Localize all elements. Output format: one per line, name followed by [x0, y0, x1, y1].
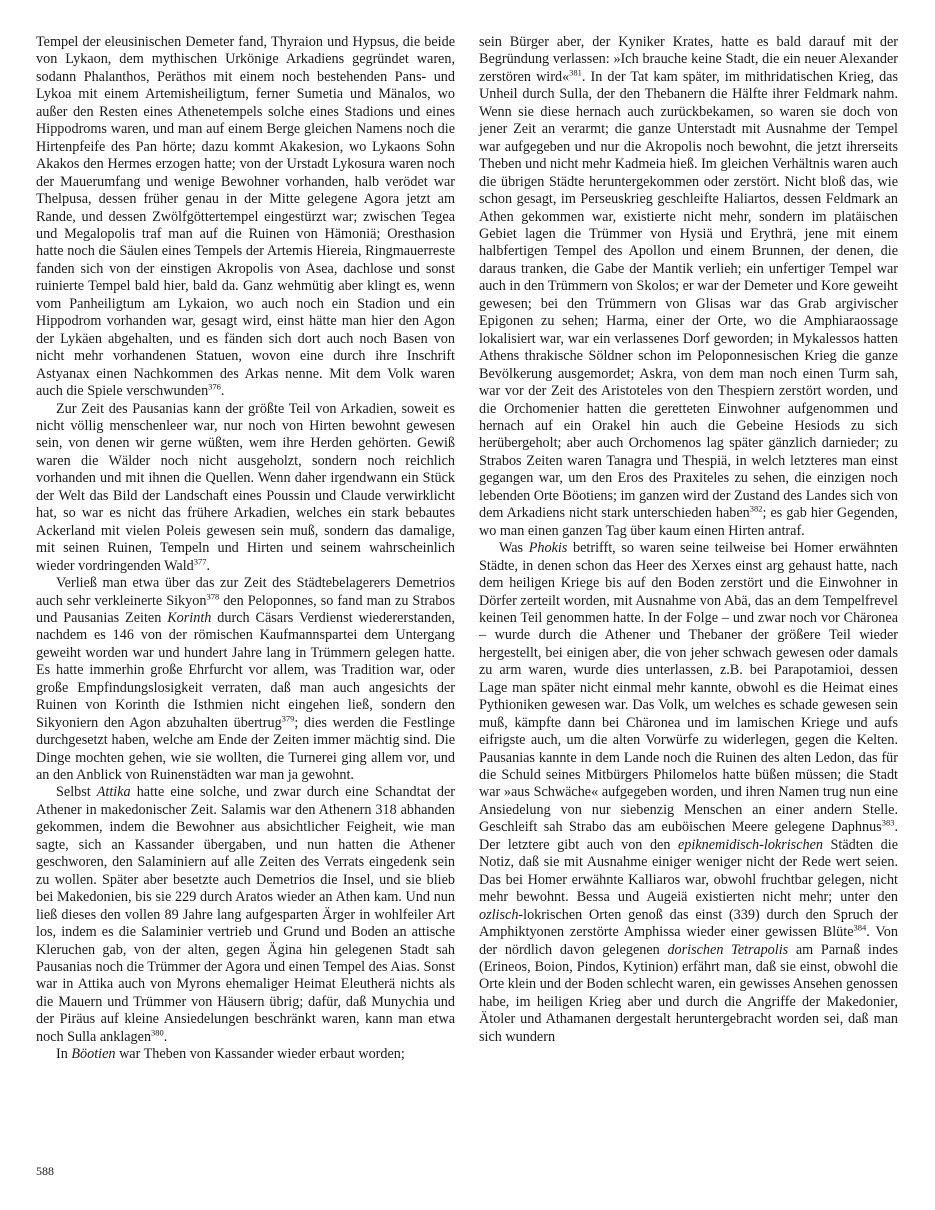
footnote-ref: 382: [749, 503, 763, 514]
text-run: . In der Tat kam später, im mithridatischen Krieg, das Unheil durch Sulla, der den Thebanern die Hälfte ihrer Feldmark nahm. Wenn sie diese hernach auch zurückbekamen, so waren sie doch von jener Zeit an verarmt; die ganze Unterstadt mit Ausnahme der Tempel war aufgegeben und nur die Akropolis noch bewohnt, die jetzt ihrerseits Theben und nicht mehr Kadmeia hieß. Im gleichen Verhältnis waren auch die übrigen Städte heruntergekommen oder zerstört. Nicht bloß das, wie schon gesagt, im Perseuskrieg geschleifte Haliartos, dessen Feldmark an Athen gekommen war, existierte nicht mehr, sondern im platäischen Gebiet lagen die Trümmer von Hysiä und Erythrä, jene mit einem halbfertigen Tempel des Apollon und einem Brunnen, der denen, die daraus tranken, die Gabe der Mantik verlieh; ein unfertiger Tempel war auch in den Trümmern von Skolos; er war der Demeter und Kore geweiht gewesen; bei den Trümmern von Glisas war das Grab argivischer Epigonen zu sehen; Harma, einer der Orte, wo die Amphiaraossage lokalisiert war, war ein verlassenes Dorf geworden; in Mykalessos hatten Athens thrakische Söldner schon im Peloponnesischen Krieg die ganze Bevölkerung ausgemordet; Askra, von dem man noch einen Turm sah, war vor der Zeit des Aristoteles von den Thespiern zerstört worden, und die Orchomenier hatten die geretteten Einwohner aufgenommen und hernach auf ein Orakel hin auch die Gebeine Hesiods zu sich herübergeholt; aber auch Orchomenos lag später gänzlich darnieder; zu Strabos Zeiten waren Tanagra und Thespiä, in welch letzteres man einst gegangen war, um den Eros des Praxiteles zu sehen, die einzigen noch lebenden Orte Böotiens; im ganzen wird der Zustand des Landes sich von dem Arkadiens nicht stark unterschieden haben: [479, 68, 898, 522]
paragraph: [36, 401, 455, 576]
text-run: ; es gab hier Gegenden, wo man einen ganzen Tag über kaum einen Hirten antraf.: [479, 505, 898, 539]
right-column: [479, 34, 898, 1184]
emphasized-term: Korinth: [167, 609, 212, 626]
emphasized-term: dorischen Tetrapolis: [667, 941, 789, 958]
text-run: . Von der nördlich davon gelegenen: [479, 924, 898, 958]
emphasized-term: Böotien: [71, 1046, 116, 1063]
text-run: .: [220, 383, 225, 400]
footnote-ref: 384: [853, 922, 867, 933]
paragraph: [36, 1046, 455, 1063]
text-run: -lokrischen Orten genoß das einst (339) durch den Spruch der Amphiktyonen zerstörte Amphissa wieder einer gewissen Blüte: [479, 906, 898, 941]
footnote-ref: 381: [569, 67, 582, 78]
text-run: Zur Zeit des Pausanias kann der größte Teil von Arkadien, soweit es nicht völlig menschenleer war, nur noch von Hirten bewohnt gewesen sein, von denen wir gerne wüßten, wem ihre Herden gehörten. Gewiß waren die Wälder noch nicht ausgeholzt, sondern noch reichlich vorhanden und mit ihnen die Quellen. Wenn daher irgendwann ein Stück der Welt das Bild der Landschaft eines Poussin und Claude verwirklicht hat, so war es nicht das frühere Arkadien, welches ein stark bebautes Ackerland mit vielen Poleis gewesen sein muß, sondern das damalige, mit seinen Ruinen, Tempeln und Hirten und seinem wahrscheinlich wieder vordringenden Wald: [36, 400, 455, 574]
text-run: hatte eine solche, und zwar durch eine Schandtat der Athener in makedonischer Zeit. Salamis war den Athenern 318 abhanden gekommen, indem die Bewohner aus absichtlicher Feigheit, wie man sagte, sich an Kassander übergaben, und nun hatten die Athener geschworen, den Salaminiern auf alle Zeiten des Verrats eingedenk sein zu wollen. Später aber besetzte auch Demetrios die Insel, und sie blieb bei Makedonien, bis sie 229 durch Aratos wieder an Athen kam. Und nun ließ dieses den vollen 89 Jahre lang aufgesparten Ärger in wohlfeiler Art los, indem es die Salaminier vertrieb und Grund und Boden an attische Kleruchen gab, von der alten, gegen Ägina hin gelegenen Stadt sah Pausanias noch die Trümmer der Agora und einen Tempel des Aias. Sonst war in Attika auch von Myrons ehemaliger Heimat Eleutherä nichts als die Mauern und Trümmer von Häusern übrig; dafür, daß Munychia und der Piräus auf kleine Ansiedelungen beschränkt waren, kann man etwa noch Sulla anklagen: [36, 784, 455, 1045]
text-run: In: [56, 1046, 72, 1063]
paragraph: [36, 34, 455, 401]
emphasized-term: ozlisch: [479, 906, 519, 923]
left-column: [36, 34, 455, 1184]
paragraph: [36, 575, 455, 784]
text-run: durch Cäsars Verdienst wiedererstanden, nachdem es 146 von der römischen Kaufmannspartei dem Untergang geweiht worden war und hundert Jahre lang in Trümmern gelegen hatte. Es hatte immerhin große Ehrfurcht vor allem, was Tradition war, oder große Empfindungslosigkeit verraten, daß man auch angesichts der Ruinen von Korinth die Isthmien nicht eingehen ließ, sondern den Sikyoniern den Agon abzuhalten übertrug: [36, 609, 455, 731]
footnote-ref: 377: [193, 555, 207, 566]
paragraph: [479, 34, 898, 540]
text-run: betrifft, so waren seine teilweise bei Homer erwähnten Städte, in denen schon das Heer des Xerxes einst arg gehaust hatte, nach dem heiligen Kriege bis auf den Boden zerstört und die Einwohner in Dörfer zerteilt worden, mit Ausnahme von Abä, das an dem Tempelfrevel keinen Teil genommen hatte. In der Folge – und zwar noch vor Chäronea – wurde durch die Athener und Thebaner der größere Teil wieder hergestellt, bei einigen aber, die von jeher schwach gewesen oder damals zu arm waren, wurde dies unterlassen, z.B. bei Parapotamioi, dessen Lage man später nicht einmal mehr kannte, obwohl es die Heimat eines Pythioniken gewesen war. Das Volk, um welches es schade gewesen sein muß, kämpfte dann bei Chäronea und im lamischen Kriege und aufs eifrigste auch, um die alten Vorwürfe zu widerlegen, gegen die Kelten. Pausanias kannte in dem Lande noch die Ruinen des alten Ledon, das für die Schuld seines Mitbürgers Philomelos hatte büßen müssen; die Stadt war »aus Schwäche« aufgegeben worden, und ihren Namen trug nun eine Ansiedelung von nur siebenzig Menschen an einer andern Stelle. Geschleift sah Strabo das am euböischen Meere gelegene Daphnus: [479, 540, 898, 836]
text-run: ; dies werden die Festlinge durchgesetzt haben, welche am Ende der Zeiten immer mächtig sind. Die Dinge mochten gehen, wie sie wollten, die Turnerei ging allem vor, und an den Anblick von Ruinenstädten war man ja gewohnt.: [36, 714, 455, 784]
footnote-ref: 379: [281, 712, 295, 723]
emphasized-term: Phokis: [528, 540, 568, 557]
text-run: .: [163, 1028, 168, 1045]
page-number: 588: [36, 1164, 54, 1178]
text-run: Was: [499, 540, 529, 557]
text-run: Selbst: [56, 784, 97, 801]
text-run: Tempel der eleusinischen Demeter fand, Thyraion und Hypsus, die beide von Lykaon, dem mythischen Urkönige Arkadiens gegründet waren, sodann Phalanthos, Peräthos mit einem noch bestehenden Pans- und Lykoa mit einem Artemisheiligtum, ferner Sumetia und Mänalos, wo außer den Resten eines Athenetempels solche eines Stadions und eines Hippodroms waren, und man auf einem Berge gleichen Namens noch die Hirtenpfeife des Pan hörte; dazu kommt Akakesion, wo Lykaons Sohn Akakos den Hermes erzogen hatte; von der Urstadt Lykosura waren noch der Mauerumfang und wenige Bewohner vorhanden, halb verödet war Thelpusa, dessen früher genau in der Mitte gelegene Agora jetzt am Rande, und dessen Zwölfgöttertempel eingestürzt war; zwischen Tegea und Megalopolis traf man auf die Ruinen von Hämoniä; Oresthasion hatte noch die Säulen eines Tempels der Artemis Hiereia, Ringmauerreste fanden sich von der einstigen Akropolis von Asea, dachlose und sonst ruinierte Tempel bald hier, bald da. Ganz wehmütig aber klingt es, wenn vom Panheiligtum am Lykaion, wo auch noch ein Stadion und ein Hippodrom vorhanden war, gesagt wird, einst hätte man hier den Agon der Lykäen abgehalten, und es fänden sich dort auch noch Basen von nicht mehr vorhandenen Statuen, wovon eine durch ihre Inschrift Astyanax einen Nachkommen des Arkas nenne. Mit dem Volk waren auch die Spiele verschwunden: [36, 34, 455, 400]
footnote-ref: 376: [208, 381, 221, 392]
emphasized-term: Attika: [96, 784, 131, 801]
footnote-ref: 380: [151, 1027, 164, 1038]
text-run: . Der letztere gibt auch von den: [479, 819, 898, 853]
emphasized-term: epiknemidisch-lokrischen: [678, 836, 823, 853]
text-run: am Parnaß indes (Erineos, Boion, Pindos, Kytinion) erfährt man, daß sie einst, obwohl die Orte klein und der Boden schlecht waren, ein gewisses Ansehen genossen habe, im heiligen Krieg aber und durch die Angriffe der Makedonier, Ätoler und Athamanen dergestalt heruntergebracht worden sei, daß man sich wundern: [479, 941, 898, 1045]
text-run: den Peloponnes, so fand man zu Strabos und Pausanias Zeiten: [36, 592, 455, 626]
book-page: [36, 34, 898, 1184]
text-run: Verließ man etwa über das zur Zeit des Städtebelagerers Demetrios auch sehr verkleinerte Sikyon: [36, 575, 455, 609]
text-run: war Theben von Kassander wieder erbaut worden;: [115, 1046, 405, 1063]
paragraph: [36, 784, 455, 1046]
text-run: .: [206, 557, 211, 574]
footnote-ref: 378: [206, 590, 220, 601]
text-run: Städten die Notiz, daß sie mit Ausnahme einiger weniger nicht der Rede wert seien. Das bei Homer erwähnte Kalliaros war, obwohl fruchtbar gelegen, nicht mehr bewohnt. Bessa und Augeiä existierten nicht mehr; unter den: [479, 836, 898, 906]
text-run: sein Bürger aber, der Kyniker Krates, hatte es bald darauf mit der Begründung verlassen: »Ich brauche keine Stadt, die ein neuer Alexander zerstören wird«: [479, 34, 898, 85]
footnote-ref: 383: [881, 817, 895, 828]
paragraph: [479, 540, 898, 1046]
